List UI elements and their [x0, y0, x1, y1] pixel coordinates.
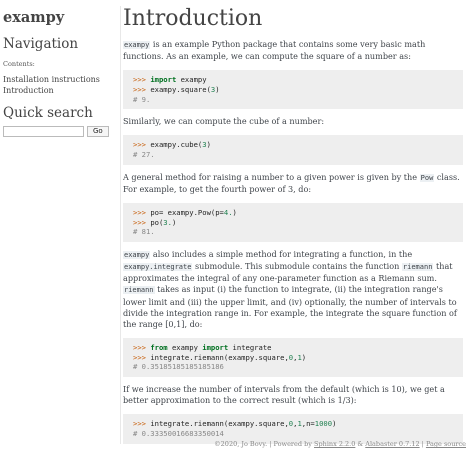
paragraph-intervals: If we increase the number of intervals from the default (which is 10), we get a better approximation to the correct result (which is 1/3):	[123, 383, 445, 406]
paragraph-pow	[123, 172, 463, 195]
keyword: import	[150, 75, 177, 85]
paragraph-text: A general method for raising a number to a given power is given by the	[123, 171, 420, 182]
sidebar	[3, 9, 103, 137]
number: 1	[297, 419, 302, 429]
number: 0	[288, 352, 294, 362]
code-text: )	[301, 352, 307, 362]
code-text: integrate.riemann(exampy.square,	[150, 352, 289, 362]
code-output: # 0.35185185185185186	[133, 362, 224, 372]
prompt: >>>	[133, 85, 151, 94]
search-form	[3, 126, 103, 137]
code-text: exampy.square(	[150, 85, 211, 94]
toc-links	[3, 74, 103, 96]
prompt: >>>	[133, 343, 151, 353]
code-output: # 0.33350016683350014	[133, 428, 224, 438]
code-line	[133, 419, 453, 429]
link-installation-instructions[interactable]: Installation instructions	[3, 75, 100, 84]
inline-code: Pow	[420, 173, 434, 182]
logo-link[interactable]: exampy	[3, 9, 65, 26]
code-line	[133, 85, 453, 95]
number: 4.	[223, 207, 233, 217]
paragraph-integrate	[123, 249, 463, 330]
code-line	[133, 343, 453, 353]
number: 0	[288, 419, 294, 429]
number: 3	[210, 85, 216, 94]
page-title: Introduction	[123, 6, 263, 31]
prompt: >>>	[133, 207, 151, 217]
number: 3.	[163, 217, 172, 227]
main-content	[120, 6, 463, 444]
keyword: from	[150, 343, 168, 353]
code-text: )	[215, 85, 220, 94]
paragraph-text: takes as input (i) the function to integrate, (ii) the integration range's lower limit and (iii) the upper limit, and (iv) optionally, the number of intervals to divide the integration range in. For example, the integrate the square function of the range [0,1], do:	[123, 284, 457, 329]
code-output: # 81.	[133, 227, 155, 237]
code-output: # 9.	[133, 94, 151, 104]
code-text: )	[171, 217, 177, 227]
code-text: exampy	[176, 75, 207, 85]
code-text: ,	[293, 352, 298, 362]
code-text: integrate	[228, 343, 272, 353]
keyword: import	[202, 343, 229, 353]
paragraph-text: is an example Python package that contains some very basic math functions. As an example, we can compute the square of a number as:	[123, 39, 426, 62]
contents-caption: Contents:	[3, 60, 35, 68]
alabaster-link[interactable]: Alabaster 0.7.12	[365, 440, 420, 448]
paragraph-text: that approximates the integral of any one-parameter function as a Riemann sum.	[123, 260, 453, 284]
inline-code: exampy	[124, 250, 150, 259]
navigation-heading: Navigation	[3, 36, 79, 52]
footer	[214, 440, 466, 448]
quick-search-heading: Quick search	[3, 105, 93, 121]
code-line	[133, 75, 453, 85]
prompt: >>>	[133, 140, 151, 150]
footer-text: ©2020, Jo Bovy. | Powered by	[214, 440, 315, 448]
code-block-pow	[123, 203, 463, 242]
footer-text: &	[355, 440, 366, 448]
page-source-link[interactable]: Page source	[425, 440, 466, 448]
code-text: exampy	[167, 343, 203, 353]
paragraph-cube: Similarly, we can compute the cube of a number:	[123, 116, 325, 127]
code-text: exampy.cube(	[150, 140, 203, 150]
paragraph-text: submodule. This submodule contains the function	[192, 260, 402, 271]
code-line	[133, 218, 453, 228]
paragraph-text: also includes a simple method for integrating a function, in the	[150, 248, 413, 259]
prompt: >>>	[133, 419, 151, 429]
sphinx-link[interactable]: Sphinx 2.2.0	[314, 440, 356, 448]
number: 1	[297, 352, 302, 362]
code-block-riemann	[123, 338, 463, 377]
code-text: ,	[293, 419, 298, 429]
code-block-cube	[123, 135, 463, 164]
code-line	[133, 208, 453, 218]
inline-code: riemann	[402, 262, 433, 271]
inline-code: exampy.integrate	[124, 262, 192, 271]
code-text: )	[232, 207, 237, 217]
code-text: )	[206, 140, 211, 150]
code-block-square	[123, 70, 463, 109]
search-input[interactable]	[3, 126, 84, 137]
prompt: >>>	[133, 75, 151, 85]
inline-code: riemann	[124, 286, 154, 295]
paragraph-text: class. For example, to get the fourth power of 3, do:	[123, 171, 460, 194]
link-introduction[interactable]: Introduction	[3, 86, 54, 95]
number: 1000	[314, 419, 333, 429]
code-line	[133, 140, 453, 150]
paragraph-intro	[123, 39, 463, 62]
inline-code: exampy	[124, 41, 150, 49]
code-output: # 27.	[133, 149, 155, 159]
prompt: >>>	[133, 217, 151, 227]
code-text: po= exampy.Pow(p=	[150, 207, 224, 217]
code-text: )	[332, 419, 337, 429]
footer-separator: |	[419, 440, 426, 448]
search-go-button[interactable]: Go	[87, 126, 109, 137]
code-line	[133, 353, 453, 363]
number: 3	[202, 140, 207, 150]
code-text: integrate.riemann(exampy.square,	[150, 419, 289, 429]
prompt: >>>	[133, 352, 151, 362]
code-text: po(	[150, 217, 164, 227]
code-text: ,n=	[301, 419, 315, 429]
